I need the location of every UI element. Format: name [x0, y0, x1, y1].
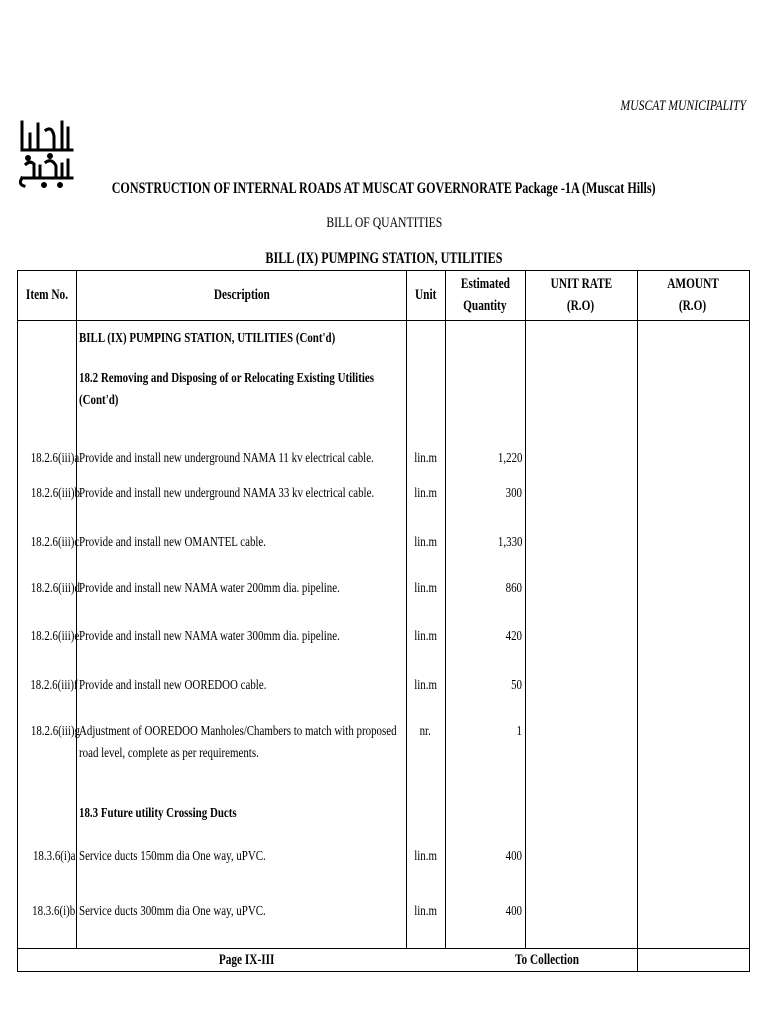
- item-unit: lin.m: [414, 581, 437, 596]
- item-description-line2: road level, complete as per requirements.: [79, 746, 259, 761]
- item-number: 18.2.6(iii)b: [30, 486, 80, 501]
- item-quantity: 400: [505, 904, 522, 919]
- column-header-unit-rate-line2: (R.O): [567, 298, 595, 314]
- section-heading: BILL (IX) PUMPING STATION, UTILITIES (Cont'd): [79, 331, 336, 346]
- column-header-unit-rate: [525, 273, 637, 317]
- subsection-heading-18-2-line2: (Cont'd): [79, 393, 119, 408]
- subsection-heading-18-2-line1: 18.2 Removing and Disposing of or Relocating Existing Utilities: [79, 371, 374, 386]
- item-quantity: 1,220: [497, 451, 522, 466]
- column-header-quantity: [445, 273, 525, 317]
- item-quantity: 400: [505, 849, 522, 864]
- column-header-item-no: Item No.: [25, 287, 68, 303]
- column-header-amount-line1: AMOUNT: [667, 276, 719, 292]
- item-unit: lin.m: [414, 678, 437, 693]
- column-header-description: Description: [213, 287, 270, 303]
- table-bottom-border: [17, 971, 750, 972]
- item-quantity: 860: [505, 581, 522, 596]
- item-description: Provide and install new NAMA water 300mm dia. pipeline.: [79, 629, 340, 644]
- column-header-unit: Unit: [414, 287, 437, 303]
- item-quantity: 50: [511, 678, 522, 693]
- item-description: Provide and install new OMANTEL cable.: [79, 535, 267, 550]
- document-title: BILL OF QUANTITIES: [326, 215, 442, 231]
- item-description: Provide and install new OOREDOO cable.: [79, 678, 267, 693]
- column-header-quantity-line2: Quantity: [463, 298, 507, 314]
- item-number: 18.2.6(iii)c: [30, 535, 80, 550]
- item-unit: lin.m: [414, 849, 437, 864]
- table-top-border: [17, 270, 750, 271]
- item-number: 18.2.6(iii)d: [30, 581, 80, 596]
- item-description: Provide and install new NAMA water 200mm dia. pipeline.: [79, 581, 340, 596]
- header-bottom-border: [17, 320, 750, 321]
- item-quantity: 1,330: [497, 535, 522, 550]
- item-quantity: 300: [505, 486, 522, 501]
- project-title: CONSTRUCTION OF INTERNAL ROADS AT MUSCAT GOVERNORATE Package -1A (Muscat Hills): [112, 180, 656, 197]
- divider-quantity-rate: [525, 270, 526, 948]
- column-header-amount-line2: (R.O): [679, 298, 707, 314]
- item-unit: lin.m: [414, 904, 437, 919]
- column-header-unit-rate-line1: UNIT RATE: [550, 276, 612, 292]
- item-description: Provide and install new underground NAMA 33 kv electrical cable.: [79, 486, 375, 501]
- page-label: Page IX-III: [219, 952, 275, 968]
- item-unit: nr.: [419, 724, 432, 739]
- item-description-line1: Adjustment of OOREDOO Manholes/Chambers to match with proposed: [79, 724, 397, 739]
- item-unit: lin.m: [414, 535, 437, 550]
- bill-title: BILL (IX) PUMPING STATION, UTILITIES: [265, 250, 503, 267]
- item-number: 18.3.6(i)b: [31, 904, 75, 919]
- organization-name: MUSCAT MUNICIPALITY: [620, 98, 746, 114]
- item-quantity: 1: [516, 724, 522, 739]
- item-unit: lin.m: [414, 486, 437, 501]
- item-quantity: 420: [505, 629, 522, 644]
- divider-item-description: [76, 270, 77, 948]
- item-number: 18.3.6(i)a: [32, 849, 75, 864]
- item-description: Service ducts 300mm dia One way, uPVC.: [79, 904, 266, 919]
- item-unit: lin.m: [414, 629, 437, 644]
- item-number: 18.2.6(iii)e: [30, 629, 80, 644]
- column-header-amount: [637, 273, 749, 317]
- bill-of-quantities-table: [17, 270, 750, 972]
- item-unit: lin.m: [414, 451, 437, 466]
- item-number: 18.2.6(iii)f: [30, 678, 78, 693]
- item-description: Provide and install new underground NAMA 11 kv electrical cable.: [79, 451, 374, 466]
- item-number: 18.2.6(iii)g: [30, 724, 80, 739]
- column-header-quantity-line1: Estimated: [460, 276, 510, 292]
- subsection-heading-18-3: 18.3 Future utility Crossing Ducts: [79, 806, 237, 821]
- item-number: 18.2.6(iii)a: [30, 451, 80, 466]
- subsection-heading-18-2: [79, 368, 457, 412]
- municipality-logo: [16, 116, 78, 190]
- divider-rate-amount: [637, 270, 638, 972]
- border-right: [749, 270, 750, 972]
- to-collection-label: To Collection: [514, 952, 579, 968]
- item-description: Service ducts 150mm dia One way, uPVC.: [79, 849, 266, 864]
